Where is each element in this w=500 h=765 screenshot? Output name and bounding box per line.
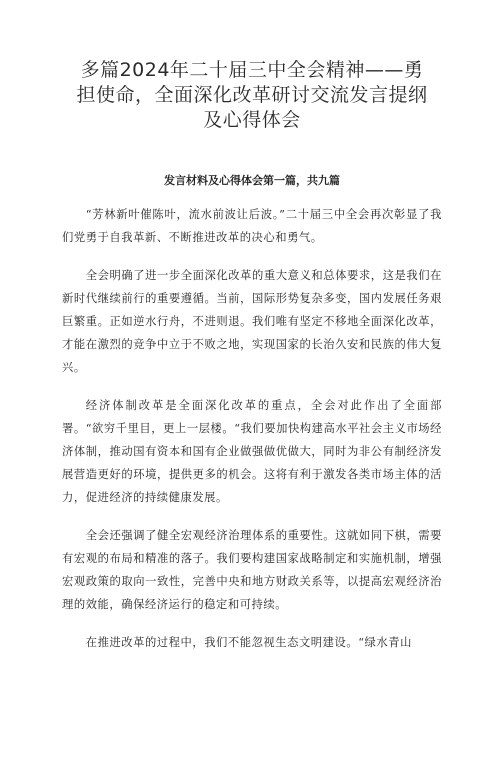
document-page (0, 58, 500, 765)
document-title: 多篇2024年二十届三中全会精神——勇担使命，全面深化改革研讨交流发言提纲及心得体会 (76, 59, 428, 131)
section-heading: 发言材料及心得体会第一篇，共九篇 (164, 174, 340, 187)
paragraph-1: “芳林新叶催陈叶，流水前波让后波。”二十届三中全会再次彰显了我们党勇于自我革新、不断推进改革的决心和勇气。 (62, 208, 442, 244)
paragraph-4: 全会还强调了健全宏观经济治理体系的重要性。这就如同下棋，需要有宏观的布局和精准的落子。我们要构建国家战略制定和实施机制，增强宏观政策的取向一致性，完善中央和地方财政关系等，以提高宏观经济治理的效能，确保经济运行的稳定和可持续。 (62, 529, 442, 611)
paragraph-5: 在推进改革的过程中，我们不能忽视生态文明建设。“绿水青山 (85, 636, 412, 649)
paragraph-3: 经济体制改革是全面深化改革的重点，全会对此作出了全面部署。“欲穷千里目，更上一层楼。“我们要加快构建高水平社会主义市场经济体制，推动国有资本和国有企业做强做优做大，同时为非公有制经济发展营造更好的环境，提供更多的机会。这将有利于激发各类市场主体的活力，促进经济的持续健康发展。 (62, 399, 442, 504)
paragraph-2: 全会明确了进一步全面深化改革的重大意义和总体要求，这是我们在新时代继续前行的重要遵循。当前，国际形势复杂多变，国内发展任务艰巨繁重。正如逆水行舟，不进则退。我们唯有坚定不移地全面深化改革，才能在激烈的竞争中立于不败之地，实现国家的长治久安和民族的伟大复兴。 (62, 269, 442, 374)
